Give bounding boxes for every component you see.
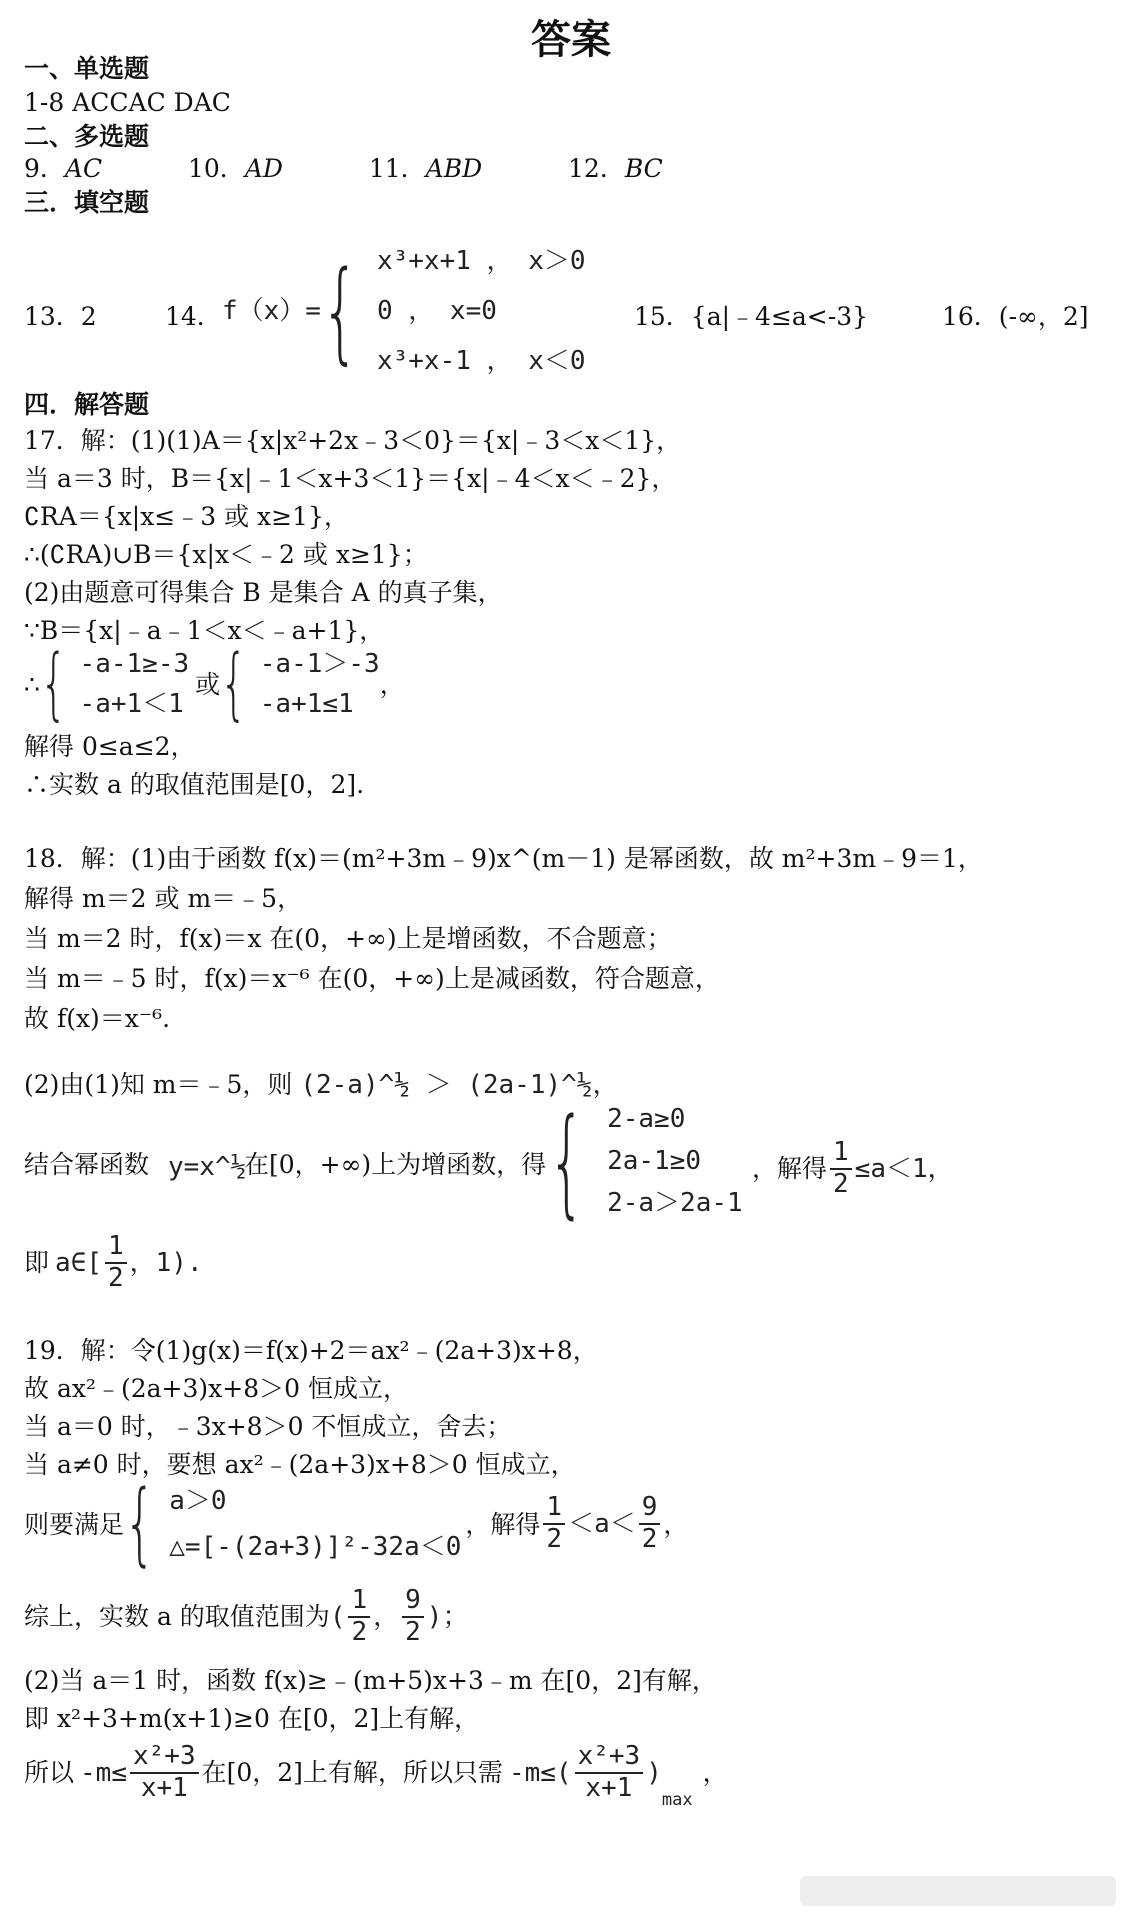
case-zero: 0 ， x=0 <box>376 296 497 326</box>
p18-condition-system: { 2-a≥0 2a-1≥0 2-a＞2a-1 <box>548 1092 743 1230</box>
p18-line-7-start: 结合幂函数 <box>24 1150 150 1179</box>
p19-line-3: 当 a＝0 时，﹣3x+8＞0 不恒成立，舍去； <box>24 1412 512 1441</box>
p19-line-8: 即 x²+3+m(x+1)≥0 在[0，2]上有解， <box>24 1704 480 1733</box>
p17-line-2: 当 a＝3 时，B＝{x|﹣1＜x+3＜1}＝{x|﹣4＜x＜﹣2}， <box>24 464 677 493</box>
p17-line-4: ∴(∁RA)∪B＝{x|x＜﹣2 或 x≥1}； <box>24 540 428 569</box>
p18-line-7-mid: 在[0，+∞)上为增函数，得 <box>244 1150 547 1179</box>
p18-power-function: y=x^½ <box>168 1152 247 1182</box>
multi-choice-answers: 9．AC 10．AD 11．ABD 12．BC <box>24 154 663 183</box>
p18-line-2: 解得 m＝2 或 m＝﹣5， <box>24 884 303 913</box>
section-multi-choice: 二、多选题 <box>24 122 150 151</box>
p17-line-8: ∴实数 a 的取值范围是[0，2]. <box>24 770 365 799</box>
p17-line-5: (2)由题意可得集合 B 是集合 A 的真子集， <box>24 578 503 607</box>
p18-line-3: 当 m＝2 时，f(x)＝x 在(0，+∞)上是增函数，不合题意； <box>24 924 672 953</box>
p18-line-5: 故 f(x)＝x⁻⁶. <box>24 1004 171 1033</box>
case-positive: x³+x+1 ， x＞0 <box>376 246 586 276</box>
answer-16: 16．(-∞，2] <box>942 302 1089 331</box>
answer-14-piecewise: f（x）= { x³+x+1 ， x＞0 0 ， x=0 x³+x-1 ， x＜0 <box>222 236 586 386</box>
p18-result: ，解得 $\frac{1}{2}$ ≤a＜1， <box>752 1137 954 1199</box>
p17-inequality-systems: ∴ { -a-1≥-3 -a+1＜1 或 { -a-1＞-3 -a+1≤1 ， <box>24 639 405 729</box>
p18-line-6: (2)由(1)知 m＝﹣5，则 (2-a)^½ ＞ (2a-1)^½， <box>24 1070 619 1100</box>
single-choice-answers: 1-8 ACCAC DAC <box>24 88 231 117</box>
p19-line-7: (2)当 a＝1 时，函数 f(x)≥﹣(m+5)x+3﹣m 在[0，2]有解， <box>24 1666 717 1695</box>
answer-13: 13．2 <box>24 302 97 331</box>
p18-line-8: 即 a∈[ $\frac{1}{2}$ ，1). <box>24 1231 203 1293</box>
p19-line-4: 当 a≠0 时，要想 ax²﹣(2a+3)x+8＞0 恒成立， <box>24 1450 576 1479</box>
bottom-bar <box>800 1876 1116 1906</box>
section-solutions: 四．解答题 <box>24 390 150 419</box>
page-title: 答案 <box>531 16 611 63</box>
p18-line-1: 18．解：(1)由于函数 f(x)＝(m²+3m﹣9)x^(m－1) 是幂函数，故 m²+3m﹣9＝1， <box>24 844 983 873</box>
p17-line-3: ∁RA＝{x|x≤﹣3 或 x≥1}， <box>24 502 349 531</box>
section-fill-in: 三．填空题 <box>24 188 150 217</box>
p17-line-1: 17．解：(1)(1)A＝{x|x²+2x﹣3＜0}＝{x|﹣3＜x＜1}， <box>24 426 682 455</box>
answer-15: 15．{a|﹣4≤a<-3} <box>634 302 869 331</box>
p19-line-1: 19．解：令(1)g(x)＝f(x)+2＝ax²﹣(2a+3)x+8， <box>24 1336 598 1365</box>
p19-condition-system: 则要满足 { a＞0 △=[-(2a+3)]²-32a＜0 ，解得 $\frac{1}{2}$ ＜a＜ $\frac{9}{2}$ ， <box>24 1471 689 1576</box>
case-negative: x³+x-1 ， x＜0 <box>376 346 586 376</box>
section-single-choice: 一、单选题 <box>24 54 150 83</box>
p19-line-9: 所以 -m≤ $\frac{\text{x²+3}}{x+1}$ 在[0，2]上有解，所以只需 -m≤( $\frac{\text{x²+3}}{x+1}$ ) max ， <box>24 1741 728 1811</box>
p19-line-6: 综上，实数 a 的取值范围为 ( $\frac{1}{2}$ ， $\frac{9}{2}$ )； <box>24 1585 469 1647</box>
p17-line-6: ∵B＝{x|﹣a﹣1＜x＜﹣a+1}， <box>24 616 385 645</box>
p18-line-4: 当 m＝﹣5 时，f(x)＝x⁻⁶ 在(0，+∞)上是减函数，符合题意， <box>24 964 720 993</box>
p19-line-2: 故 ax²﹣(2a+3)x+8＞0 恒成立， <box>24 1374 408 1403</box>
p17-line-7: 解得 0≤a≤2， <box>24 732 196 761</box>
answer-14-label: 14． <box>165 302 222 331</box>
